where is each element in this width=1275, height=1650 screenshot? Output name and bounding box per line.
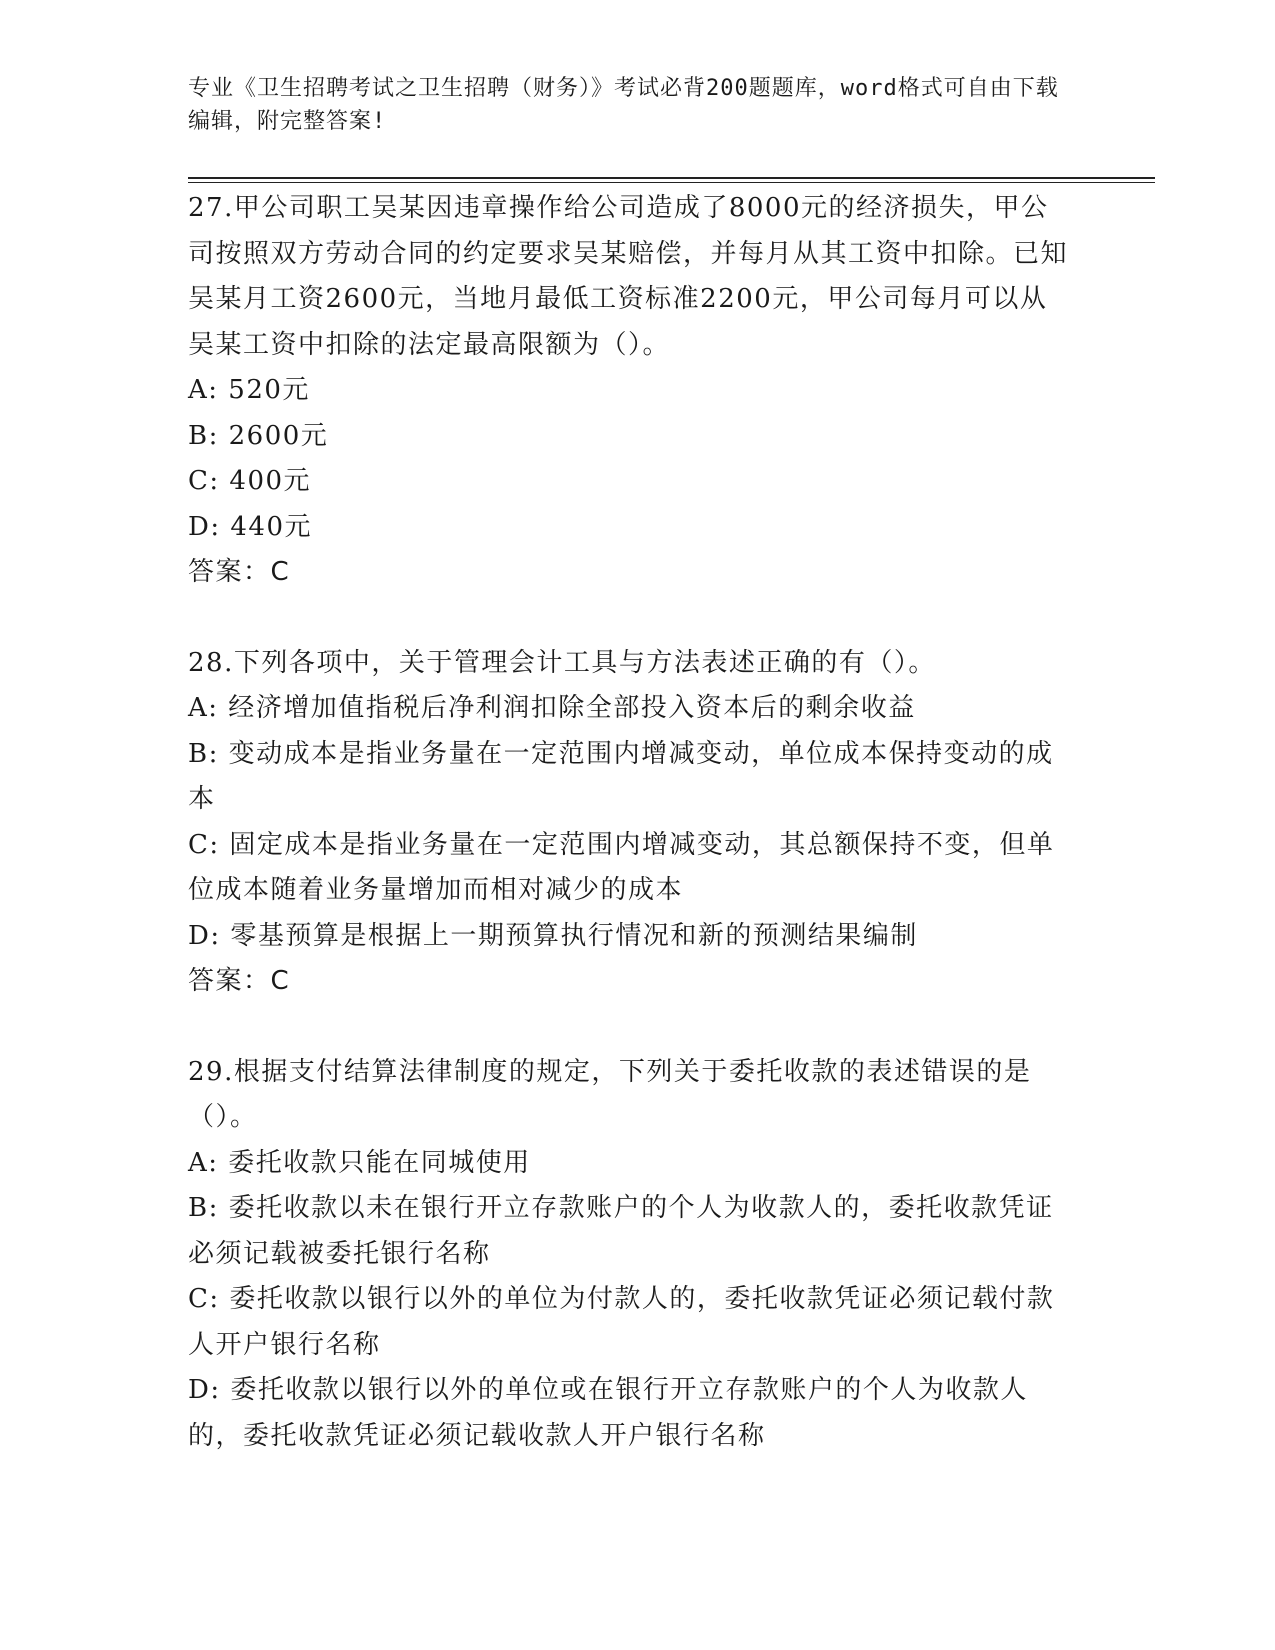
question-29 <box>188 1050 1073 1460</box>
option-c: C: 固定成本是指业务量在一定范围内增减变动，其总额保持不变，但单位成本随着业务量增加而相对减少的成本 <box>188 829 1055 905</box>
question-stem: 27.甲公司职工吴某因违章操作给公司造成了8000元的经济损失，甲公司按照双方劳动合同的约定要求吴某赔偿，并每月从其工资中扣除。已知吴某月工资2600元，当地月最低工资标准2200元，甲公司每月可以从吴某工资中扣除的法定最高限额为（）。 <box>188 193 1069 360</box>
question-stem: 29.根据支付结算法律制度的规定，下列关于委托收款的表述错误的是（）。 <box>188 1056 1032 1132</box>
option-b: B: 变动成本是指业务量在一定范围内增减变动，单位成本保持变动的成本 <box>188 738 1054 814</box>
option-c: C: 400元 <box>188 466 312 496</box>
answer: 答案：C <box>188 557 291 587</box>
question-27 <box>188 186 1073 596</box>
option-a: A: 经济增加值指税后净利润扣除全部投入资本后的剩余收益 <box>188 693 916 723</box>
option-a: A: 委托收款只能在同城使用 <box>188 1147 531 1178</box>
question-spacer <box>188 596 1073 641</box>
option-a: A: 520元 <box>188 375 310 405</box>
answer: 答案：C <box>188 966 291 996</box>
option-d: D: 零基预算是根据上一期预算执行情况和新的预测结果编制 <box>188 920 918 951</box>
question-28 <box>188 641 1073 1005</box>
document-header: 专业《卫生招聘考试之卫生招聘（财务）》考试必背200题题库，word格式可自由下载编辑，附完整答案! <box>188 76 1059 134</box>
question-stem: 28.下列各项中，关于管理会计工具与方法表述正确的有（）。 <box>188 647 936 678</box>
option-d: D: 440元 <box>188 511 312 542</box>
option-b: B: 委托收款以未在银行开立存款账户的个人为收款人的，委托收款凭证必须记载被委托银行名称 <box>188 1193 1054 1269</box>
option-b: B: 2600元 <box>188 420 329 451</box>
option-c: C: 委托收款以银行以外的单位为付款人的，委托收款凭证必须记载付款人开户银行名称 <box>188 1284 1055 1360</box>
option-d: D: 委托收款以银行以外的单位或在银行开立存款账户的个人为收款人的，委托收款凭证必须记载收款人开户银行名称 <box>188 1375 1028 1451</box>
header-divider <box>188 177 1155 183</box>
question-list <box>188 186 1073 1459</box>
question-spacer <box>188 1005 1073 1050</box>
